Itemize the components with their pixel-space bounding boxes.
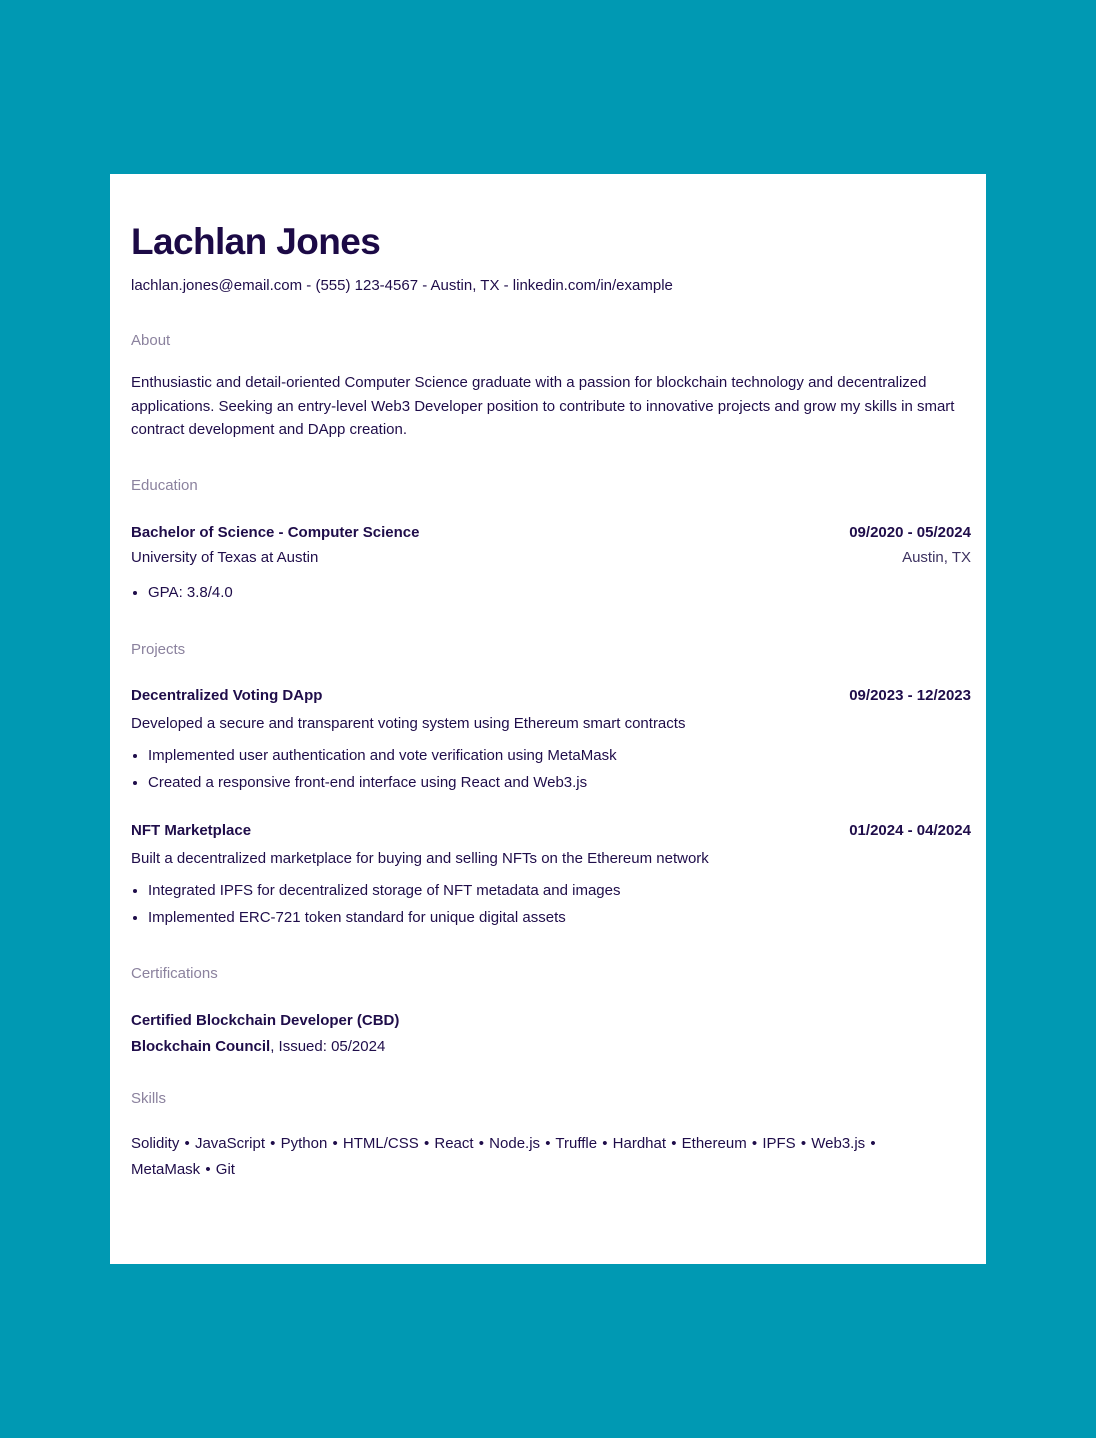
certification-issued: , Issued: 05/2024 (270, 1037, 386, 1055)
skill-item: Python (280, 1134, 328, 1152)
project-entry (131, 686, 971, 796)
certification-entry (131, 1011, 971, 1057)
skill-separator: • (332, 1134, 338, 1152)
skill-separator: • (800, 1134, 807, 1152)
skill-item: JavaScript (194, 1134, 265, 1152)
skill-separator: • (184, 1134, 190, 1152)
list-item: • GPA: 3.8/4.0 (148, 579, 971, 606)
school: University of Texas at Austin (131, 548, 319, 566)
project-header (131, 821, 971, 841)
project-dates: 09/2023 - 12/2023 (849, 686, 971, 704)
education-header (131, 523, 971, 543)
certification-issuer (131, 1037, 971, 1057)
skill-separator: • (545, 1134, 551, 1152)
list-item: • Implemented user authentication and vote verification using MetaMask (148, 742, 971, 769)
skill-separator: • (870, 1134, 876, 1152)
skill-item: Git (215, 1161, 235, 1178)
skill-item: Ethereum (681, 1134, 747, 1152)
education-location: Austin, TX (902, 548, 971, 566)
resume-page (110, 174, 986, 1264)
skill-separator: • (751, 1134, 758, 1152)
skill-item: IPFS (762, 1134, 796, 1152)
skills-list (131, 1131, 971, 1184)
project-description: Developed a secure and transparent voting system using Ethereum smart contracts (131, 714, 686, 732)
project-bullets (131, 877, 971, 931)
project-name: NFT Marketplace (131, 821, 252, 839)
education-bullets (131, 579, 971, 606)
skill-item: Node.js (489, 1134, 541, 1152)
skill-item: Hardhat (612, 1134, 667, 1152)
section-title-projects: Projects (131, 640, 186, 658)
skill-separator: • (270, 1134, 276, 1152)
skill-item: HTML/CSS (342, 1134, 419, 1152)
list-item: • Created a responsive front-end interface using React and Web3.js (148, 769, 971, 796)
skill-item: React (434, 1134, 474, 1152)
degree: Bachelor of Science - Computer Science (131, 523, 420, 541)
education-subheader (131, 548, 971, 568)
list-item: • Integrated IPFS for decentralized storage of NFT metadata and images (148, 877, 971, 904)
project-entry (131, 821, 971, 931)
section-title-education: Education (131, 476, 198, 494)
contact-line: lachlan.jones@email.com - (555) 123-4567 - Austin, TX - linkedin.com/in/example (131, 277, 673, 294)
project-name: Decentralized Voting DApp (131, 686, 323, 704)
candidate-name: Lachlan Jones (131, 221, 381, 262)
skill-item: MetaMask (131, 1161, 201, 1178)
skill-separator: • (205, 1161, 211, 1178)
section-title-about: About (131, 332, 171, 349)
project-bullets (131, 742, 971, 796)
skill-item: Truffle (555, 1134, 598, 1152)
project-description: Built a decentralized marketplace for buying and selling NFTs on the Ethereum network (131, 849, 709, 867)
section-title-certifications: Certifications (131, 964, 218, 982)
list-item: • Implemented ERC-721 token standard for unique digital assets (148, 904, 971, 931)
skill-separator: • (602, 1134, 608, 1152)
skill-separator: • (423, 1134, 430, 1152)
skill-item: Solidity (131, 1134, 180, 1152)
about-text: Enthusiastic and detail-oriented Computer Science graduate with a passion for blockchain technology and decentralized applications. Seeking an entry-level Web3 Developer position to contribute to innovative projects and grow my skills in smart contract development and DApp creation. (131, 374, 955, 438)
skill-separator: • (478, 1134, 484, 1152)
project-header (131, 686, 971, 706)
project-dates: 01/2024 - 04/2024 (849, 821, 971, 839)
education-entry (131, 523, 971, 606)
certification-organization: Blockchain Council (131, 1037, 271, 1055)
section-title-skills: Skills (131, 1089, 167, 1107)
education-dates: 09/2020 - 05/2024 (849, 523, 971, 541)
certification-name: Certified Blockchain Developer (CBD) (131, 1011, 400, 1029)
skill-item: Web3.js (811, 1134, 866, 1152)
skill-separator: • (671, 1134, 677, 1152)
